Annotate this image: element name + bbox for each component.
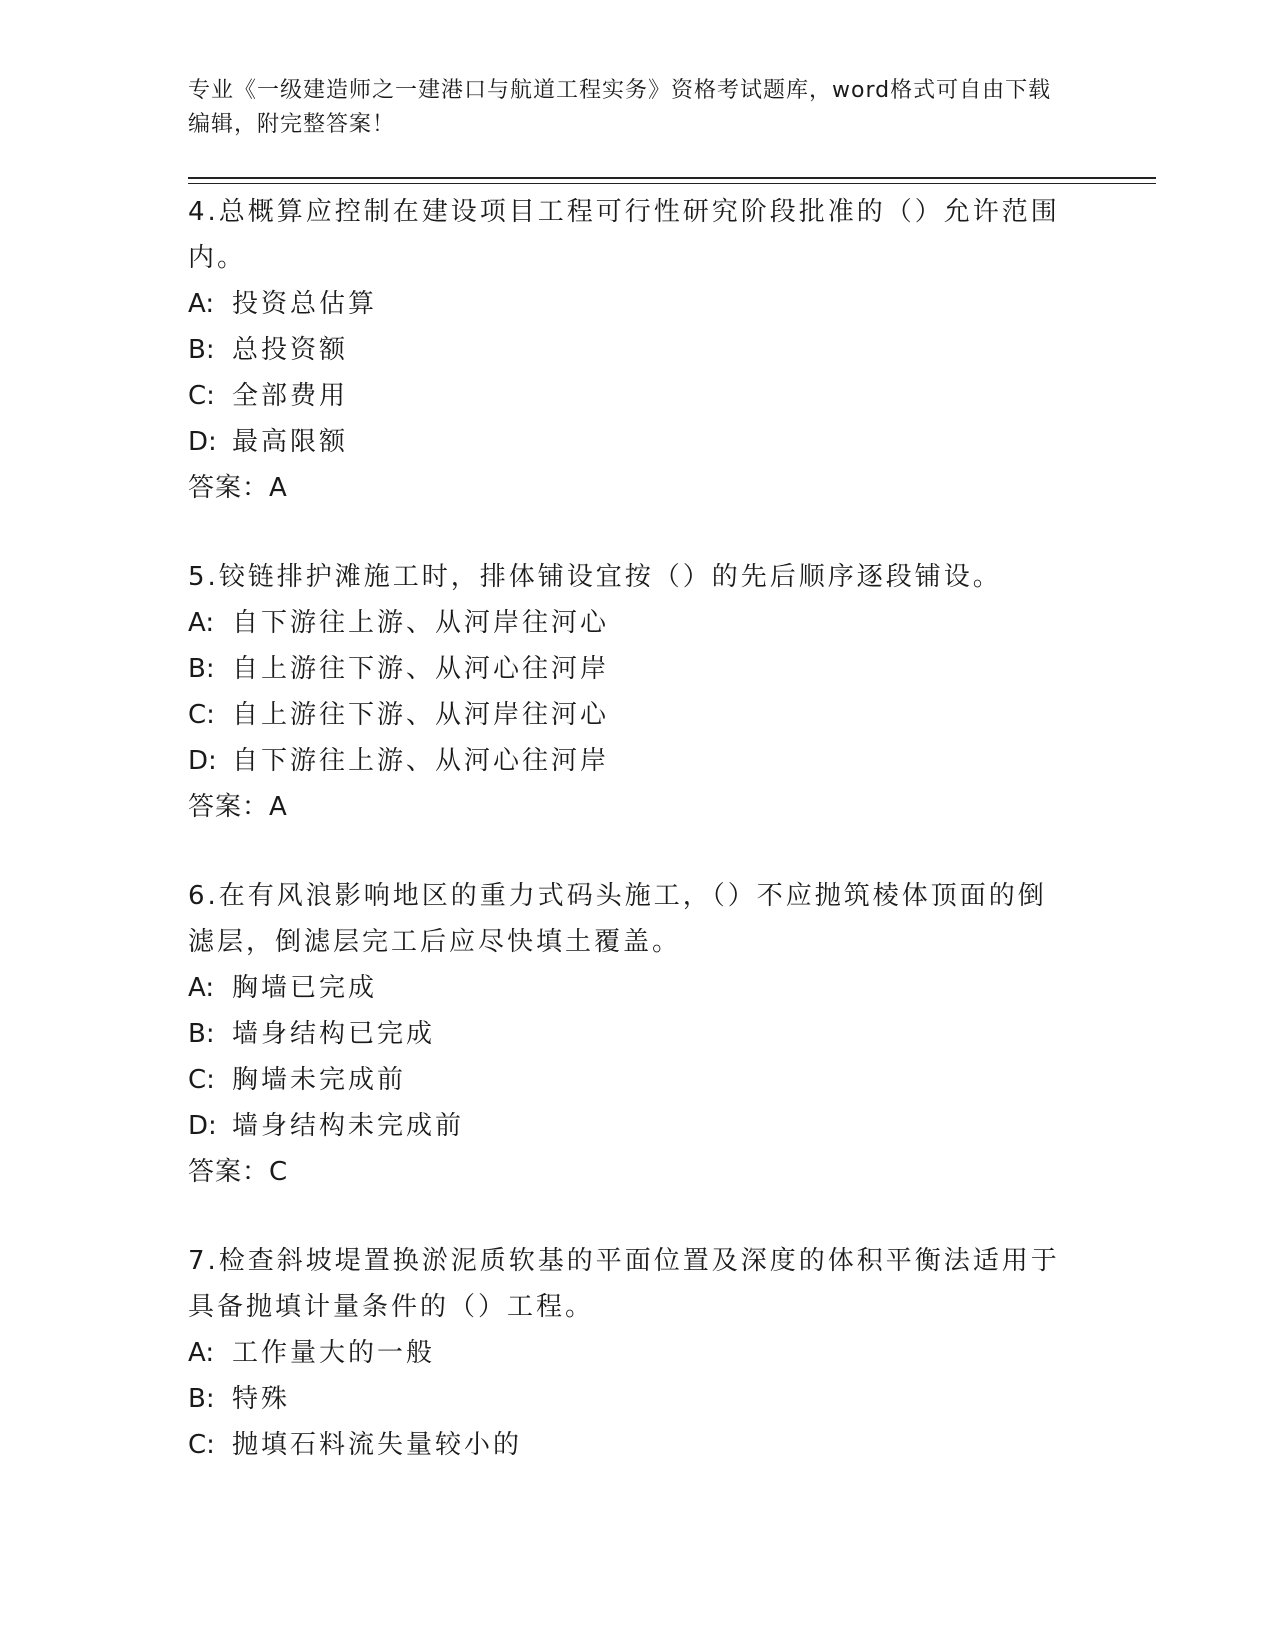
option-text: 自上游往下游、从河心往河岸 xyxy=(232,654,610,684)
option-d xyxy=(188,1103,1068,1149)
option-text: 自下游往上游、从河心往河岸 xyxy=(232,746,610,776)
option-text: 特殊 xyxy=(232,1384,291,1414)
option-letter: B: xyxy=(188,335,215,365)
option-letter: D: xyxy=(188,427,217,457)
option-letter: B: xyxy=(188,1384,215,1414)
option-a xyxy=(188,1330,1068,1376)
option-text: 墙身结构已完成 xyxy=(232,1019,436,1049)
option-text: 投资总估算 xyxy=(232,289,378,319)
option-c xyxy=(188,1422,1068,1468)
option-letter: C: xyxy=(188,700,215,730)
option-text: 自下游往上游、从河岸往河心 xyxy=(232,608,610,638)
option-letter: C: xyxy=(188,1430,215,1460)
option-letter: D: xyxy=(188,746,217,776)
option-text: 胸墙已完成 xyxy=(232,973,378,1003)
answer-line: 答案：A xyxy=(188,473,288,503)
option-a xyxy=(188,600,1068,646)
question-stem: 5.铰链排护滩施工时，排体铺设宜按（）的先后顺序逐段铺设。 xyxy=(188,562,1002,592)
option-text: 工作量大的一般 xyxy=(232,1338,436,1368)
option-letter: A: xyxy=(188,1338,215,1368)
answer-line: 答案：C xyxy=(188,1157,289,1187)
option-c xyxy=(188,373,1068,419)
header-divider-thin xyxy=(188,183,1156,184)
option-letter: B: xyxy=(188,1019,215,1049)
option-text: 抛填石料流失量较小的 xyxy=(232,1430,523,1460)
option-letter: D: xyxy=(188,1111,217,1141)
option-text: 墙身结构未完成前 xyxy=(232,1111,465,1141)
option-letter: B: xyxy=(188,654,215,684)
question-list xyxy=(188,189,1068,1511)
option-a xyxy=(188,281,1068,327)
option-d xyxy=(188,738,1068,784)
option-text: 胸墙未完成前 xyxy=(232,1065,407,1095)
option-c xyxy=(188,692,1068,738)
question-stem: 7.检查斜坡堤置换淤泥质软基的平面位置及深度的体积平衡法适用于具备抛填计量条件的（）工程。 xyxy=(188,1246,1060,1322)
question-stem: 4.总概算应控制在建设项目工程可行性研究阶段批准的（）允许范围内。 xyxy=(188,197,1060,273)
option-letter: A: xyxy=(188,973,215,1003)
option-b xyxy=(188,646,1068,692)
option-letter: C: xyxy=(188,381,215,411)
question-item xyxy=(188,554,1068,830)
question-item xyxy=(188,189,1068,511)
document-header: 专业《一级建造师之一建港口与航道工程实务》资格考试题库，word格式可自由下载编辑，附完整答案！ xyxy=(188,78,1052,137)
option-text: 自上游往下游、从河岸往河心 xyxy=(232,700,610,730)
option-text: 总投资额 xyxy=(232,335,349,365)
question-stem: 6.在有风浪影响地区的重力式码头施工，（）不应抛筑棱体顶面的倒滤层，倒滤层完工后应尽快填土覆盖。 xyxy=(188,881,1047,957)
header-divider-thick xyxy=(188,177,1156,179)
option-letter: C: xyxy=(188,1065,215,1095)
question-item xyxy=(188,1238,1068,1468)
option-text: 最高限额 xyxy=(232,427,349,457)
question-item xyxy=(188,873,1068,1195)
option-c xyxy=(188,1057,1068,1103)
option-text: 全部费用 xyxy=(232,381,349,411)
option-b xyxy=(188,1011,1068,1057)
option-letter: A: xyxy=(188,608,215,638)
option-letter: A: xyxy=(188,289,215,319)
option-b xyxy=(188,327,1068,373)
option-d xyxy=(188,419,1068,465)
answer-line: 答案：A xyxy=(188,792,288,822)
option-b xyxy=(188,1376,1068,1422)
option-a xyxy=(188,965,1068,1011)
